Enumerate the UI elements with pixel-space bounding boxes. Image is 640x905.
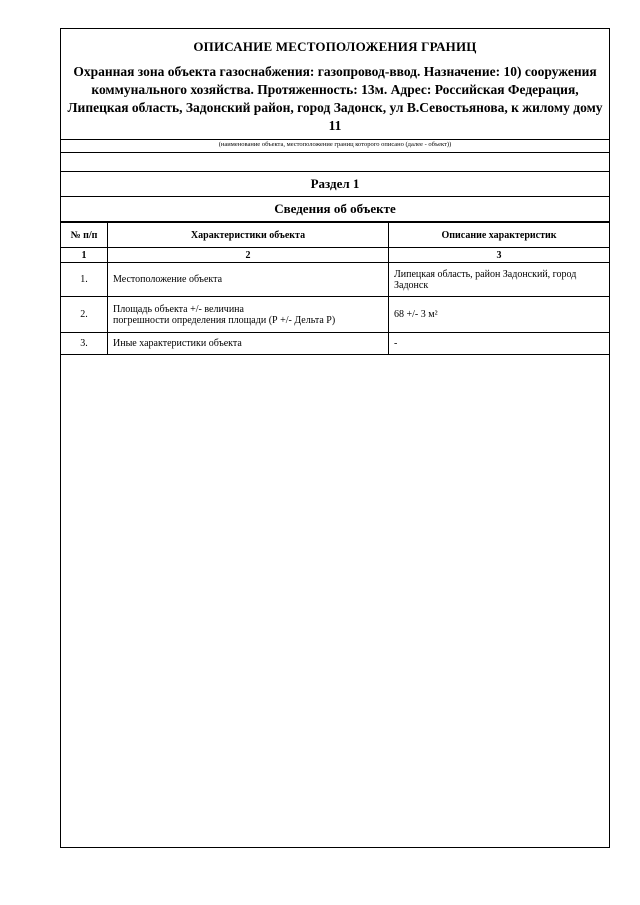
table-row <box>61 263 609 297</box>
table-header-row <box>61 223 609 248</box>
header-number: № п/п <box>61 223 108 248</box>
object-info-table <box>61 222 609 355</box>
spacer-row <box>61 153 609 172</box>
row-characteristic-line: Площадь объекта +/- величина <box>113 303 244 315</box>
row-number: 1. <box>61 263 108 297</box>
column-number: 1 <box>61 248 108 263</box>
row-characteristic: Иные характеристики объекта <box>108 333 389 355</box>
row-characteristic: Местоположение объекта <box>108 263 389 297</box>
document-frame <box>60 28 610 848</box>
row-number: 2. <box>61 297 108 333</box>
column-number-row <box>61 248 609 263</box>
header-characteristic: Характеристики объекта <box>108 223 389 248</box>
header-description: Описание характеристик <box>389 223 610 248</box>
object-name: Охранная зона объекта газоснабжения: газопровод-ввод. Назначение: 10) сооружения коммунального хозяйства. Протяженность: 13м. Адрес: Российская Федерация, Липецкая область, Задонский район, город Задонск, ул В.Севостьянова, к жилому дому 11 <box>67 64 603 133</box>
table-row <box>61 333 609 355</box>
object-name-hint: (наименование объекта, местоположение границ которого описано (далее - объект)) <box>61 139 609 152</box>
section-title: Раздел 1 <box>61 172 609 197</box>
table-row <box>61 297 609 333</box>
column-number: 2 <box>108 248 389 263</box>
document-header <box>61 29 609 153</box>
row-number: 3. <box>61 333 108 355</box>
document-title: ОПИСАНИЕ МЕСТОПОЛОЖЕНИЯ ГРАНИЦ <box>193 39 477 54</box>
section-subtitle: Сведения об объекте <box>61 197 609 222</box>
row-characteristic-line: погрешности определения площади (Р +/- Дельта Р) <box>113 314 336 326</box>
column-number: 3 <box>389 248 610 263</box>
row-characteristic <box>108 297 389 333</box>
row-description: 68 +/- 3 м² <box>389 297 610 333</box>
row-description: - <box>389 333 610 355</box>
row-description: Липецкая область, район Задонский, город Задонск <box>389 263 610 297</box>
